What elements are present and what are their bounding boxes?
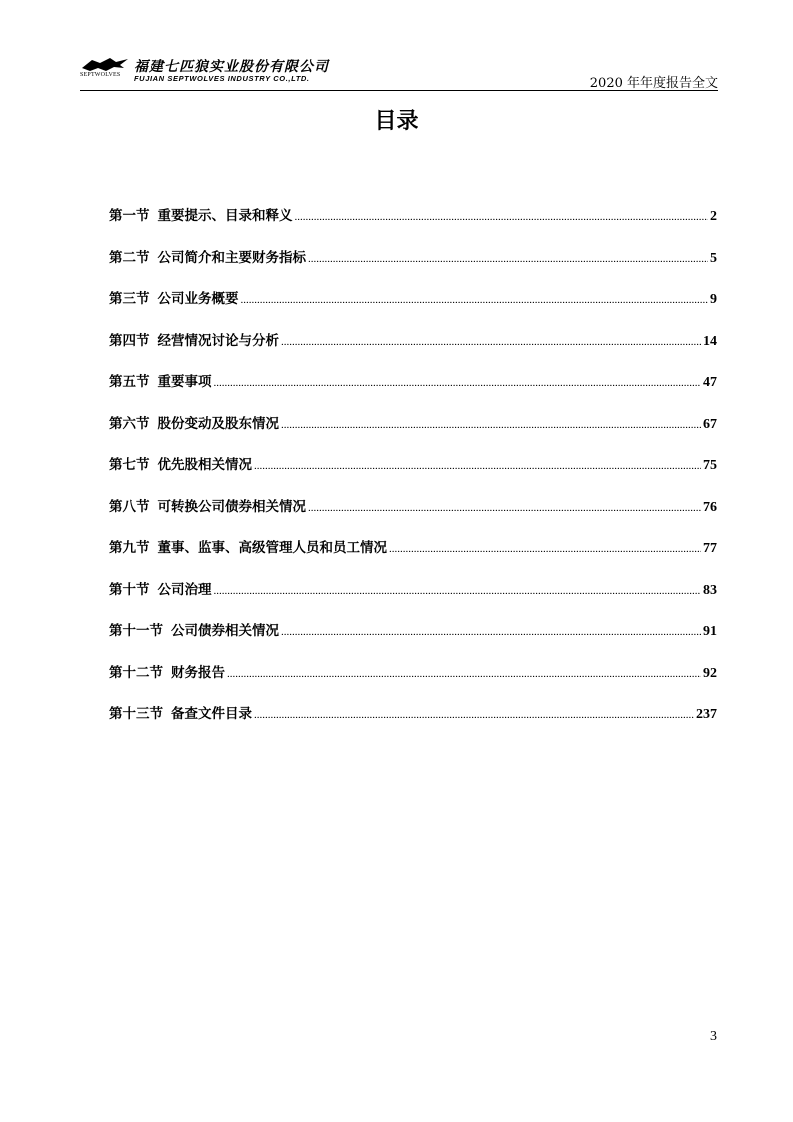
toc-title: 财务报告 xyxy=(171,664,225,681)
toc-page-number: 67 xyxy=(703,416,717,432)
toc-page-number: 83 xyxy=(703,582,717,598)
toc-section-label: 第九节 xyxy=(109,540,150,556)
company-name-cn: 福建七匹狼实业股份有限公司 xyxy=(134,59,329,75)
toc-heading: 目录 xyxy=(374,109,419,134)
toc-section-label: 第七节 xyxy=(109,457,150,473)
toc-leader xyxy=(281,626,701,638)
toc-item[interactable] xyxy=(109,329,717,371)
toc-title: 董事、监事、高级管理人员和员工情况 xyxy=(157,540,387,556)
toc-title: 可转换公司债券相关情况 xyxy=(157,498,306,515)
company-name-en: FUJIAN SEPTWOLVES INDUSTRY CO.,LTD. xyxy=(134,74,310,83)
toc-item[interactable] xyxy=(109,453,717,495)
toc-leader xyxy=(227,668,701,680)
toc-section-label: 第五节 xyxy=(109,374,150,390)
toc-leader xyxy=(389,543,701,555)
toc-leader xyxy=(214,377,702,389)
toc-page-number: 77 xyxy=(703,541,717,556)
toc-page-number: 75 xyxy=(703,458,717,473)
toc-item[interactable] xyxy=(109,204,717,246)
toc-title: 公司业务概要 xyxy=(157,291,239,307)
toc-leader xyxy=(308,502,701,514)
toc-section-label: 第十一节 xyxy=(109,623,163,639)
toc-item[interactable] xyxy=(109,370,717,412)
toc-page-number: 2 xyxy=(710,209,717,224)
toc-title: 公司治理 xyxy=(157,581,212,598)
toc-page-number: 9 xyxy=(710,292,717,307)
toc-page-number: 14 xyxy=(703,333,717,349)
toc-section-label: 第一节 xyxy=(109,208,150,224)
toc-page-number: 76 xyxy=(703,499,717,515)
toc-title: 公司债券相关情况 xyxy=(171,623,279,639)
toc-title: 重要提示、目录和释义 xyxy=(157,208,293,224)
toc-section-label: 第十节 xyxy=(109,581,150,598)
toc-item[interactable] xyxy=(109,578,717,620)
toc-item[interactable] xyxy=(109,702,717,744)
toc-section-label: 第六节 xyxy=(109,415,150,432)
toc-page-number: 91 xyxy=(703,624,717,639)
toc-section-label: 第四节 xyxy=(109,332,150,349)
toc-leader xyxy=(254,709,694,721)
toc-title: 备查文件目录 xyxy=(171,706,252,722)
toc-section-label: 第十三节 xyxy=(109,706,163,722)
toc-leader xyxy=(281,419,701,431)
toc-section-label: 第三节 xyxy=(109,291,150,307)
toc-leader xyxy=(254,460,701,472)
toc-item[interactable] xyxy=(109,495,717,537)
toc-section-label: 第十二节 xyxy=(109,664,163,681)
toc-title: 经营情况讨论与分析 xyxy=(157,332,279,349)
toc-title: 重要事项 xyxy=(157,374,212,390)
report-title: 2020 年年度报告全文 xyxy=(589,76,718,91)
toc-title: 股份变动及股东情况 xyxy=(157,415,279,432)
toc-item[interactable] xyxy=(109,246,717,288)
toc-item[interactable] xyxy=(109,536,717,578)
page-header xyxy=(80,50,718,91)
toc-item[interactable] xyxy=(109,412,717,454)
toc-title: 公司简介和主要财务指标 xyxy=(157,249,306,266)
toc-item[interactable] xyxy=(109,661,717,703)
page-number: 3 xyxy=(710,1029,717,1044)
toc-item[interactable] xyxy=(109,287,717,329)
toc-page-number: 92 xyxy=(703,665,717,681)
toc-section-label: 第二节 xyxy=(109,249,150,266)
toc-page-number: 5 xyxy=(710,250,717,266)
toc-section-label: 第八节 xyxy=(109,498,150,515)
toc-leader xyxy=(281,336,701,348)
toc-leader xyxy=(241,294,709,306)
toc-item[interactable] xyxy=(109,619,717,661)
toc-leader xyxy=(308,253,708,265)
toc-leader xyxy=(295,211,709,223)
toc-page-number: 237 xyxy=(696,707,717,722)
toc-leader xyxy=(214,585,702,597)
toc-page-number: 47 xyxy=(703,375,717,390)
logo-wordmark: SEPTWOLVES xyxy=(80,72,121,78)
table-of-contents xyxy=(109,204,717,744)
toc-title: 优先股相关情况 xyxy=(157,457,252,473)
